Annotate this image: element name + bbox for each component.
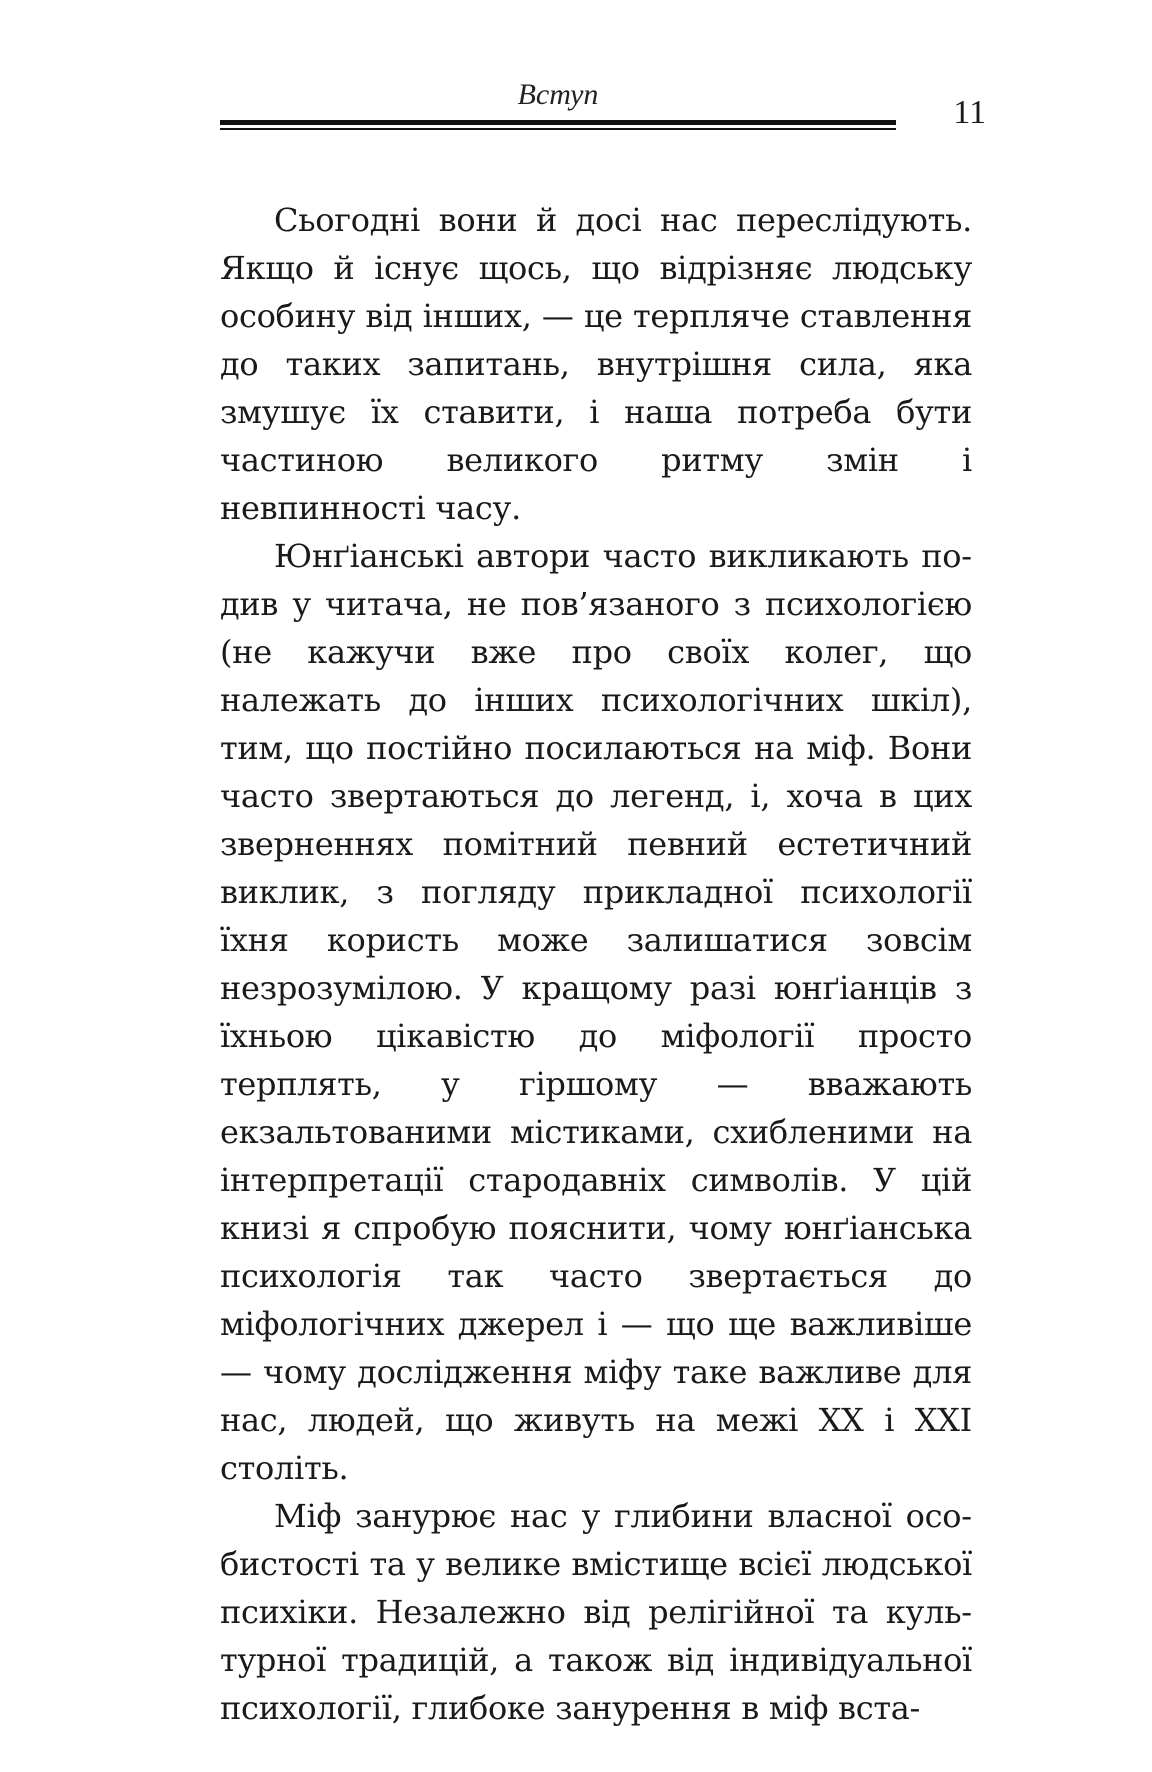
running-title: Вступ [517,78,599,111]
body-text [220,196,972,1732]
paragraph-3: Міф занурює нас у глибини власної особистості та у велике вмістище всієї людської психіки. Незалежно від релігійної та культурної традицій, а також від індивідуальної психології, глибоке занурення в міф вста- [220,1497,972,1727]
header-rule-thick [220,120,896,125]
running-header [220,70,986,140]
paragraph-2: Юнґіанські автори часто викликають подив у читача, не пов’язаного з психологією (не кажучи вже про своїх колег, що належать до інших психологічних шкіл), тим, що постійно посилаються на міф. Вони часто звертаються до легенд, і, хоча в цих зверненнях помітний певний естетичний виклик, з погляду прикладної психології їхня користь може залишатися зовсім незрозумілою. У кращому разі юнґіанців з їхньою цікавістю до міфології просто терплять, у гіршому — вважають екзальтованими містиками, схибленими на інтерпретації стародавніх символів. У цій книзі я спробую пояснити, чому юнґіанська психологія так часто звертається до міфологічних джерел і — що ще важливіше — чому дослідження міфу таке важливе для нас, людей, що живуть на межі XX і XXI століть. [220,537,972,1487]
header-rule-thin [220,128,896,130]
page-number: 11 [953,94,986,131]
paragraph-1: Сьогодні вони й досі нас переслідують. Якщо й існує щось, що відрізняє людську особину від інших, — це терпляче ставлення до таких запитань, внутрішня сила, яка змушує їх ставити, і наша потреба бути частиною великого ритму змін і невпинності часу. [220,201,972,527]
